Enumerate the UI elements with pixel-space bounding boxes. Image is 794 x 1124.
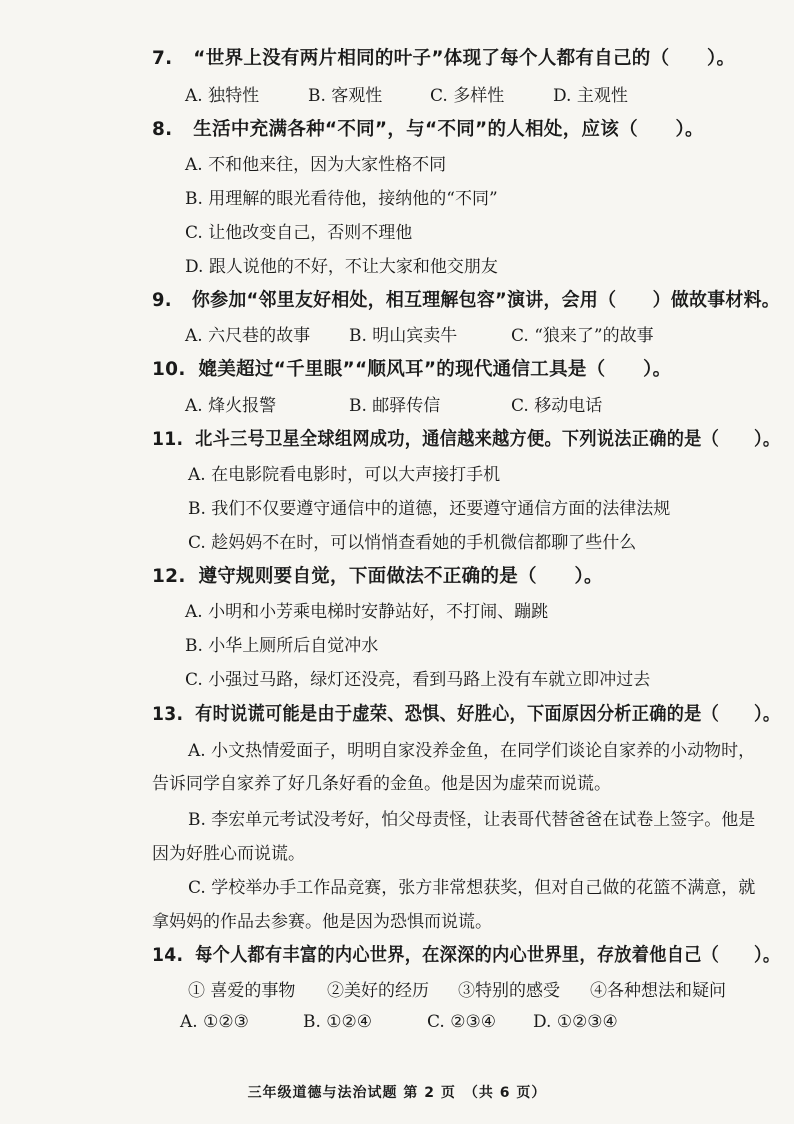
question-8 xyxy=(152,115,704,141)
statement-item: ④各种想法和疑问 xyxy=(590,981,726,1001)
option: B. 邮驿传信 xyxy=(349,396,441,416)
option: C. 移动电话 xyxy=(511,396,603,416)
option: D. 跟人说他的不好，不让大家和他交朋友 xyxy=(185,257,498,277)
option: A. 不和他来往，因为大家性格不同 xyxy=(185,155,447,175)
option: A. 独特性 xyxy=(185,86,260,106)
question-7 xyxy=(152,44,735,70)
option-continuation: 因为好胜心而说谎。 xyxy=(152,844,305,864)
option: C. 学校举办手工作品竞赛，张方非常想获奖，但对自己做的花篮不满意，就 xyxy=(188,878,756,898)
option: A. 小文热情爱面子，明明自家没养金鱼，在同学们谈论自家养的小动物时， xyxy=(188,741,756,761)
question-number: 8. xyxy=(152,119,173,140)
question-stem: 遵守规则要自觉，下面做法不正确的是（ ）。 xyxy=(198,566,603,587)
option: B. 用理解的眼光看待他，接纳他的“不同” xyxy=(185,189,498,209)
question-stem: 你参加“邻里友好相处，相互理解包容”演讲，会用（ ）做故事材料。 xyxy=(191,290,781,311)
option: C. 小强过马路，绿灯还没亮，看到马路上没有车就立即冲过去 xyxy=(185,670,651,690)
question-13 xyxy=(152,700,780,726)
question-number: 11. xyxy=(152,429,184,450)
statement-item: ① 喜爱的事物 xyxy=(188,981,296,1001)
option: B. 我们不仅要遵守通信中的道德，还要遵守通信方面的法律法规 xyxy=(188,499,671,519)
option: C. 让他改变自己，否则不理他 xyxy=(185,223,413,243)
question-10 xyxy=(152,355,671,381)
option: B. 小华上厕所后自觉冲水 xyxy=(185,636,379,656)
question-stem: 有时说谎可能是由于虚荣、恐惧、好胜心，下面原因分析正确的是（ ）。 xyxy=(195,704,781,725)
question-stem: 每个人都有丰富的内心世界，在深深的内心世界里，存放着他自己（ ）。 xyxy=(195,945,781,966)
question-number: 9. xyxy=(152,290,172,311)
statement-item: ③特别的感受 xyxy=(458,981,560,1001)
question-number: 13. xyxy=(152,704,184,725)
question-12 xyxy=(152,562,603,588)
question-stem: 生活中充满各种“不同”，与“不同”的人相处，应该（ ）。 xyxy=(193,119,704,140)
option: A. 烽火报警 xyxy=(185,396,277,416)
option-continuation: 告诉同学自家养了好几条好看的金鱼。他是因为虚荣而说谎。 xyxy=(152,774,611,794)
option: B. 明山宾卖牛 xyxy=(349,326,458,346)
question-stem: 北斗三号卫星全球组网成功，通信越来越方便。下列说法正确的是（ ）。 xyxy=(195,429,781,450)
option: C. “狼来了”的故事 xyxy=(511,326,654,346)
option: A. 在电影院看电影时，可以大声接打手机 xyxy=(188,465,501,485)
option: A. ①②③ xyxy=(180,1012,249,1032)
option: B. ①②④ xyxy=(303,1012,373,1032)
question-number: 10. xyxy=(152,359,186,380)
option: A. 小明和小芳乘电梯时安静站好，不打闹、蹦跳 xyxy=(185,602,549,622)
question-stem: 媲美超过“千里眼”“顺风耳”的现代通信工具是（ ）。 xyxy=(198,359,672,380)
page-footer: 三年级道德与法治试题 第 2 页 （共 6 页） xyxy=(247,1085,547,1101)
option: C. 趁妈妈不在时，可以悄悄查看她的手机微信都聊了些什么 xyxy=(188,533,637,553)
option: A. 六尺巷的故事 xyxy=(185,326,311,346)
question-number: 12. xyxy=(152,566,186,587)
option: B. 客观性 xyxy=(308,86,383,106)
question-stem: “世界上没有两片相同的叶子”体现了每个人都有自己的（ ）。 xyxy=(193,48,736,69)
question-number: 14. xyxy=(152,945,184,966)
option-continuation: 拿妈妈的作品去参赛。他是因为恐惧而说谎。 xyxy=(152,912,492,932)
question-14 xyxy=(152,941,780,967)
option: B. 李宏单元考试没考好，怕父母责怪，让表哥代替爸爸在试卷上签字。他是 xyxy=(188,810,756,830)
option: D. 主观性 xyxy=(553,86,628,106)
option: C. ②③④ xyxy=(427,1012,496,1032)
statement-item: ②美好的经历 xyxy=(327,981,429,1001)
question-11 xyxy=(152,425,780,451)
option: C. 多样性 xyxy=(430,86,505,106)
question-number: 7. xyxy=(152,48,173,69)
question-9 xyxy=(152,286,780,312)
option: D. ①②③④ xyxy=(533,1012,618,1032)
